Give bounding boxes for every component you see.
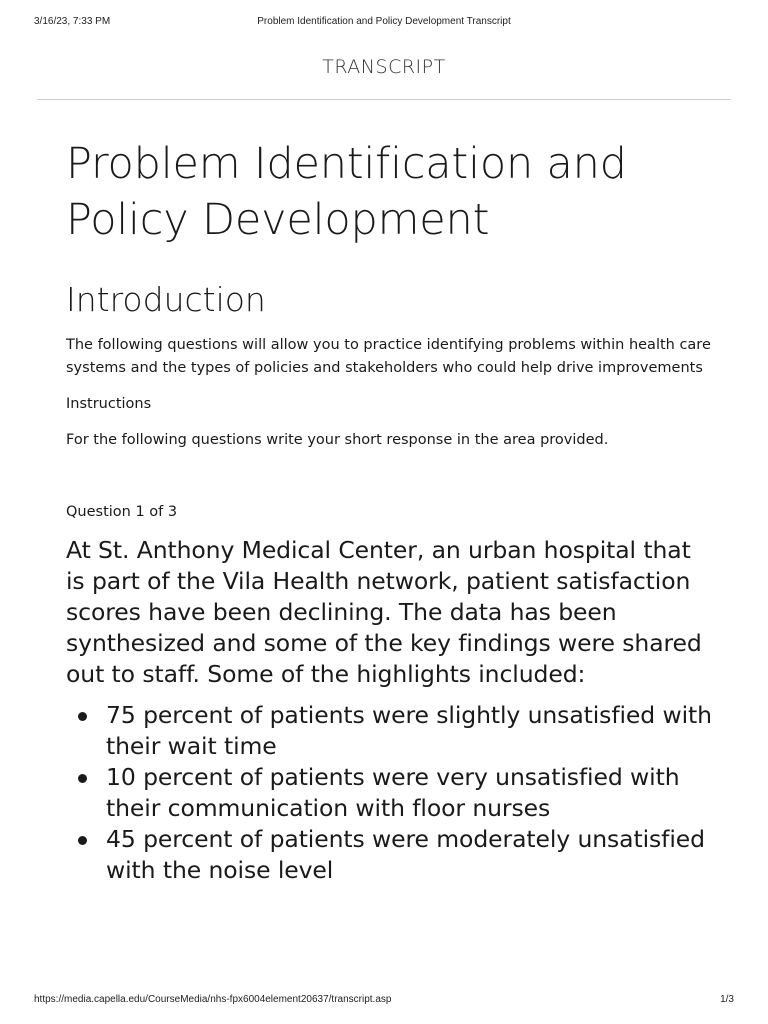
bullet-icon — [78, 836, 87, 845]
print-url: https://media.capella.edu/CourseMedia/nhs-fpx6004element20637/transcript.asp — [34, 994, 392, 1005]
finding-text: 75 percent of patients were slightly unsatisfied with their wait time — [106, 701, 712, 760]
question-counter: Question 1 of 3 — [66, 504, 178, 520]
page-number: 1/3 — [720, 994, 734, 1005]
question-text: At St. Anthony Medical Center, an urban hospital that is part of the Vila Health network, patient satisfaction scores have been declining. The data has been synthesized and some of the key findings were shared out to staff. Some of the highlights included: — [66, 536, 702, 688]
bullet-icon — [78, 774, 87, 783]
finding-text: 45 percent of patients were moderately unsatisfied with the noise level — [106, 825, 705, 884]
print-footer — [0, 994, 768, 1008]
finding-text: 10 percent of patients were very unsatisfied with their communication with floor nurses — [106, 763, 680, 822]
transcript-content — [66, 136, 716, 886]
print-header — [0, 16, 768, 30]
transcript-label: TRANSCRIPT — [322, 56, 446, 78]
introduction-text: The following questions will allow you to practice identifying problems within health care systems and the types of policies and stakeholders who could help drive improvements — [66, 337, 711, 376]
header-divider — [37, 99, 731, 100]
findings-list — [66, 700, 716, 886]
list-item — [106, 824, 716, 886]
instructions-text: For the following questions write your short response in the area provided. — [66, 432, 609, 448]
bullet-icon — [78, 712, 87, 721]
print-page-title: Problem Identification and Policy Development Transcript — [257, 16, 511, 27]
introduction-heading: Introduction — [66, 280, 266, 319]
print-date: 3/16/23, 7:33 PM — [34, 16, 111, 27]
instructions-label: Instructions — [66, 396, 152, 412]
page-title: Problem Identification and Policy Development — [66, 139, 627, 245]
list-item — [106, 762, 716, 824]
list-item — [106, 700, 716, 762]
